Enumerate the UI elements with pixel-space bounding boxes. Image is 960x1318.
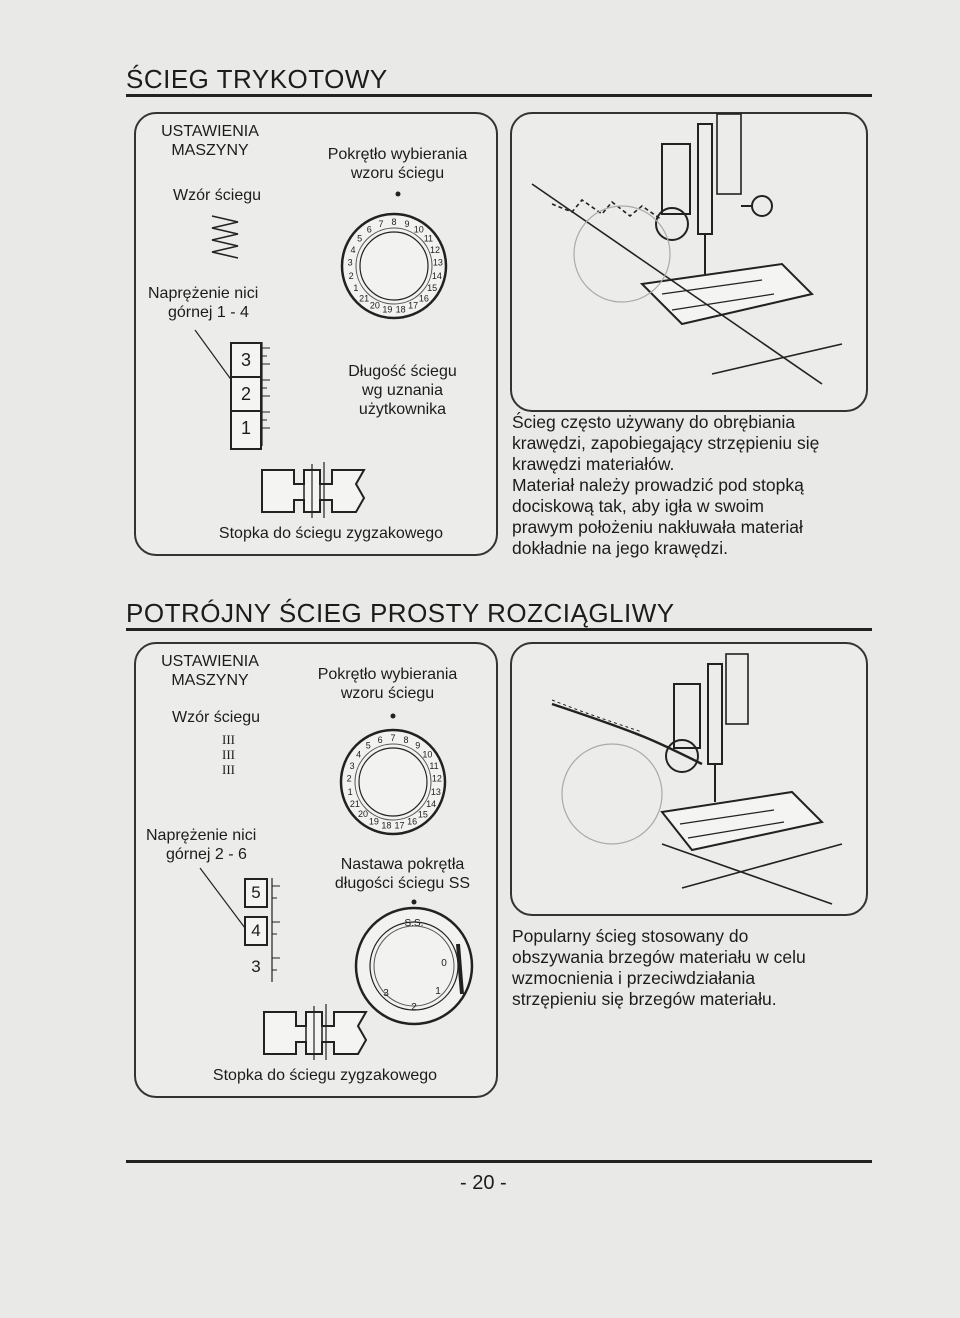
section-1-title: ŚCIEG TRYKOTOWY [126, 64, 388, 94]
machine-settings-line2: MASZYNY [171, 142, 249, 159]
tension-line2: górnej 1 - 4 [168, 304, 249, 321]
dial-number: 4 [350, 244, 356, 255]
length-num-2: 2 [411, 1002, 417, 1013]
dial-label-line2: wzoru ściegu [340, 685, 435, 702]
dial-number: 5 [357, 233, 363, 244]
dial-label-1 [305, 145, 490, 183]
section-2-title-rule [126, 628, 872, 631]
dial-number: 14 [426, 799, 437, 809]
length-num-0: 0 [441, 958, 447, 969]
section-2-title: POTRÓJNY ŚCIEG PROSTY ROZCIĄGLIWY [126, 598, 675, 628]
dial-number: 3 [349, 760, 355, 771]
dial-number: 17 [408, 300, 419, 311]
dial-number: 13 [430, 786, 441, 797]
dial-number: 7 [378, 219, 384, 229]
machine-settings-label-1 [145, 122, 275, 160]
stitch-pattern-label-2: Wzór ściegu [172, 709, 261, 726]
description-2-line: Popularny ścieg stosowany do [512, 926, 749, 946]
machine-settings-line1: USTAWIENIA [161, 123, 259, 140]
sewing-illustration-1 [512, 114, 866, 410]
tension-line2: górnej 2 - 6 [166, 846, 247, 863]
tension-value-5: 5 [244, 878, 268, 908]
dial-number: 17 [394, 820, 405, 831]
dial-number: 6 [366, 224, 372, 235]
dial-number: 15 [417, 809, 428, 820]
length-line3: użytkownika [358, 401, 447, 418]
dial-number: 15 [427, 283, 438, 293]
dial-number: 13 [432, 257, 443, 268]
dial-label-line1: Pokrętło wybierania [317, 666, 458, 683]
dial-number: 19 [382, 304, 393, 315]
description-2-line: obszywania brzegów materiału w celu [512, 947, 806, 967]
dial-number: 18 [381, 820, 392, 831]
length-num-1: 1 [435, 986, 441, 997]
dial-number: 14 [431, 270, 442, 281]
tension-line1: Naprężenie nici [148, 285, 259, 302]
length-dial-line2: długości ściegu SS [334, 875, 471, 892]
dial-number: 18 [395, 304, 406, 315]
dial-number: 20 [369, 300, 380, 311]
tension-value-2: 2 [232, 378, 260, 412]
triple-stitch-symbol [222, 732, 235, 777]
dial-number: 6 [377, 734, 383, 745]
dial-number: 2 [346, 773, 352, 784]
dial-number: 20 [357, 809, 369, 820]
tension-ticks-1 [262, 342, 274, 446]
dial-label-line2: wzoru ściegu [350, 165, 445, 182]
pattern-dial-1-icon [334, 206, 454, 326]
description-2-line: strzępieniu się brzegów materiału. [512, 989, 777, 1009]
foot-label-1: Stopka do ściegu zygzakowego [218, 525, 444, 542]
length-line1: Długość ściegu [348, 363, 457, 380]
tension-value-3: 3 [232, 344, 260, 378]
page-number: - 20 - [460, 1172, 507, 1194]
description-1-line: dokładnie na jego krawędzi. [512, 538, 728, 558]
footer-rule [126, 1160, 872, 1163]
description-1-line: dociskową tak, aby igła w swoim [512, 496, 764, 516]
length-num-3: 3 [383, 988, 389, 999]
dial-number: 21 [359, 293, 370, 304]
dial-number: 9 [415, 740, 421, 751]
dial-number: 12 [429, 244, 441, 255]
ss-mark: S.S. [404, 918, 424, 929]
dial-number: 10 [422, 749, 433, 760]
section-1-title-rule [126, 94, 872, 97]
dial-number: 19 [368, 816, 379, 827]
dial-number: 2 [348, 270, 354, 281]
foot-label-2: Stopka do ściegu zygzakowego [212, 1067, 438, 1084]
stitch-length-label-1 [320, 362, 485, 419]
length-line2: wg uznania [362, 382, 443, 399]
description-1-line: krawędzi materiałów. [512, 454, 675, 474]
length-dial-line1: Nastawa pokrętła [340, 856, 465, 873]
dial-number: 8 [391, 217, 397, 227]
length-dial-label-2 [310, 855, 495, 893]
tension-label-1 [148, 284, 258, 322]
tension-value-1: 1 [240, 418, 251, 438]
tension-value-3: 3 [251, 957, 261, 976]
tension-label-2 [146, 826, 256, 864]
dial-number: 21 [349, 799, 360, 809]
tension-line1: Naprężenie nici [146, 827, 257, 844]
stitch-symbol-line: III [222, 747, 235, 762]
description-1-line: Ścieg często używany do obrębiania [512, 412, 796, 432]
dial-number: 1 [347, 786, 353, 797]
dial-number: 5 [365, 740, 371, 751]
stitch-symbol-line: III [222, 762, 235, 777]
dial-number: 3 [347, 257, 353, 268]
dial-number: 9 [404, 219, 410, 229]
pattern-dial-2-icon [333, 722, 453, 842]
dial-number: 4 [356, 749, 362, 760]
dial-number: 8 [403, 735, 409, 745]
tension-scale-1 [230, 342, 262, 450]
stitch-symbol-line: III [222, 732, 235, 747]
dial-label-line1: Pokrętło wybierania [327, 146, 468, 163]
machine-settings-line1: USTAWIENIA [161, 653, 259, 670]
zigzag-foot-1-icon [260, 462, 370, 522]
description-1-line: krawędzi, zapobiegający strzępieniu się [512, 433, 820, 453]
dial-number: 16 [407, 816, 418, 827]
dial-number: 1 [353, 283, 359, 293]
description-1 [512, 412, 892, 559]
dial-label-2 [295, 665, 480, 703]
zigzag-foot-2-icon [262, 1004, 372, 1064]
dial-number: 11 [423, 233, 434, 244]
description-1-line: Materiał należy prowadzić pod stopką [512, 475, 804, 495]
description-1-line: prawym położeniu nakłuwała materiał [512, 517, 803, 537]
machine-settings-line2: MASZYNY [171, 672, 249, 689]
dial-number: 10 [413, 224, 424, 235]
description-2 [512, 926, 892, 1010]
tension-scale-2 [244, 878, 268, 982]
sewing-illustration-2 [512, 644, 866, 914]
machine-settings-label-2 [145, 652, 275, 690]
stitch-pattern-label-1: Wzór ściegu [173, 187, 262, 204]
tension-value-4: 4 [244, 916, 268, 946]
dial-number: 7 [390, 733, 396, 743]
dial-number: 11 [429, 761, 439, 771]
dial-number: 16 [418, 293, 429, 304]
tricot-stitch-symbol-icon [212, 214, 252, 264]
description-2-line: wzmocnienia i przeciwdziałania [512, 968, 756, 988]
tension-ticks-2 [272, 878, 284, 982]
dial-number: 12 [431, 773, 442, 784]
